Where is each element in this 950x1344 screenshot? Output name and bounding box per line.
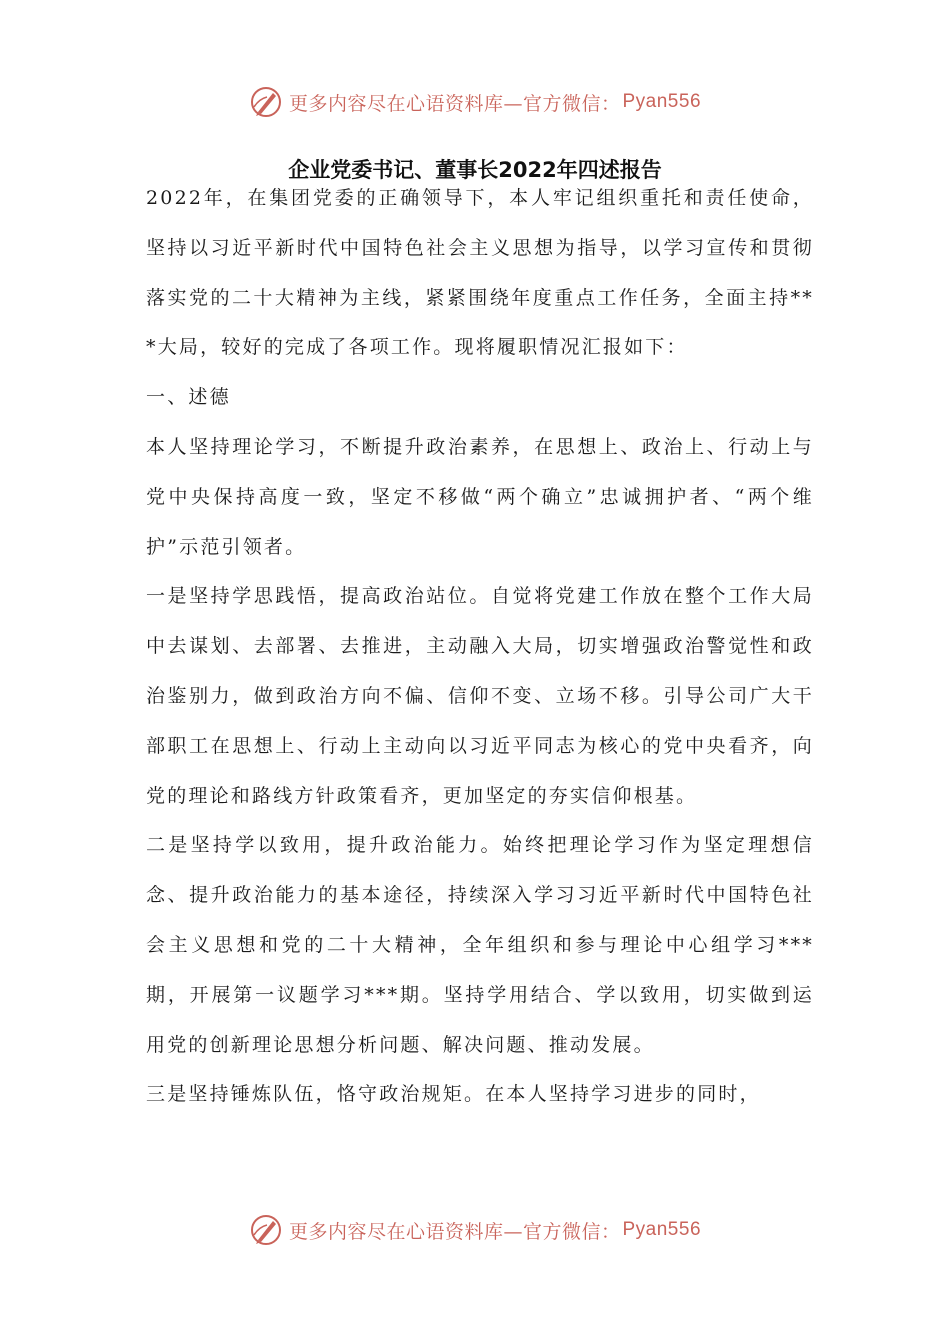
header-watermark-banner — [0, 82, 950, 122]
pen-logo-icon — [249, 1213, 283, 1247]
paragraph-point-two: 二是坚持学以致用，提升政治能力。始终把理论学习作为坚定理想信念、提升政治能力的基本途径，持续深入学习习近平新时代中国特色社会主义思想和党的二十大精神，全年组织和参与理论中心组学习***期，开展第一议题学习***期。坚持学用结合、学以致用，切实做到运用党的创新理论思想分析问题、解决问题、推动发展。 — [146, 834, 814, 1056]
paragraph-shude-summary: 本人坚持理论学习，不断提升政治素养，在思想上、政治上、行动上与党中央保持高度一致，坚定不移做“两个确立”忠诚拥护者、“两个维护”示范引领者。 — [146, 435, 814, 558]
section-heading-shude: 一、述德 — [146, 386, 231, 409]
footer-watermark-banner — [0, 1210, 950, 1250]
paragraph-point-one: 一是坚持学思践悟，提高政治站位。自觉将党建工作放在整个工作大局中去谋划、去部署、去推进，主动融入大局，切实增强政治警觉性和政治鉴别力，做到政治方向不偏、信仰不变、立场不移。引导公司广大干部职工在思想上、行动上主动向以习近平同志为核心的党中央看齐，向党的理论和路线方针政策看齐，更加坚定的夯实信仰根基。 — [146, 585, 814, 807]
document-body — [146, 174, 814, 1120]
banner-text: 更多内容尽在心语资料库—官方微信： — [288, 92, 621, 115]
banner-contact: Pyan556 — [622, 91, 702, 112]
banner-contact: Pyan556 — [622, 1219, 702, 1240]
pen-logo-icon — [249, 85, 283, 119]
banner-text: 更多内容尽在心语资料库—官方微信： — [288, 1220, 621, 1243]
paragraph-intro: 2022年，在集团党委的正确领导下，本人牢记组织重托和责任使命，坚持以习近平新时代中国特色社会主义思想为指导，以学习宣传和贯彻落实党的二十大精神为主线，紧紧围绕年度重点工作任务，全面主持***大局，较好的完成了各项工作。现将履职情况汇报如下： — [146, 187, 814, 359]
paragraph-point-three: 三是坚持锤炼队伍，恪守政治规矩。在本人坚持学习进步的同时， — [146, 1083, 761, 1106]
document-title: 企业党委书记、董事长2022年四述报告 — [288, 158, 662, 182]
